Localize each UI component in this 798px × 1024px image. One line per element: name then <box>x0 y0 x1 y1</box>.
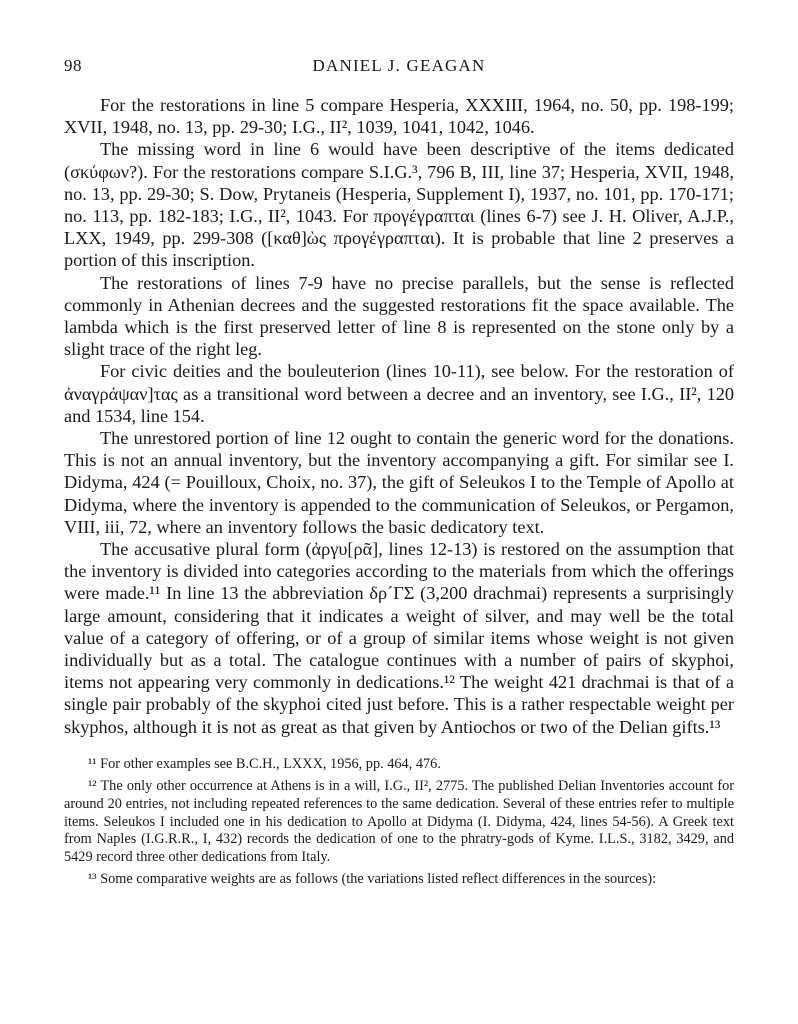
page-number: 98 <box>64 56 82 75</box>
running-head <box>64 56 734 80</box>
paragraph: The unrestored portion of line 12 ought to contain the generic word for the donations. This is not an annual inventory, but the inventory accompanying a gift. For similar see I. Didyma, 424 (= Pouilloux, Choix, no. 37), the gift of Seleukos I to the Temple of Apollo at Didyma, where the inventory is appended to the communication of Seleukos, or Pergamon, VIII, iii, 72, where an inventory follows the basic dedicatory text. <box>64 428 734 537</box>
footnotes <box>64 756 734 889</box>
paragraph: For civic deities and the bouleuterion (lines 10-11), see below. For the restoration of ἀναγράψαν]τας as a transitional word between a decree and an inventory, see I.G., II², 120 and 1534, line 154. <box>64 361 734 426</box>
paragraph: The restorations of lines 7-9 have no precise parallels, but the sense is reflected commonly in Athenian decrees and the suggested restorations fit the space available. The lambda which is the first preserved letter of line 8 is represented on the stone only by a slight trace of the right leg. <box>64 272 734 360</box>
footnote: ¹³ Some comparative weights are as follows (the variations listed reflect differences in the sources): <box>88 871 657 888</box>
running-head-author: DANIEL J. GEAGAN <box>312 56 486 75</box>
paragraph: The missing word in line 6 would have been descriptive of the items dedicated (σκύφων?). For the restorations compare S.I.G.³, 796 B, III, line 37; Hesperia, XVII, 1948, no. 13, pp. 29-30; S. Dow, Prytaneis (Hesperia, Supplement I), 1937, no. 101, pp. 170-171; no. 113, pp. 182-183; I.G., II², 1043. For προγέγραπται (lines 6-7) see J. H. Oliver, A.J.P., LXX, 1949, pp. 299-308 ([καθ]ὼς προγέγραπται). It is probable that line 2 preserves a portion of this inscription. <box>64 139 734 271</box>
body-text <box>64 94 734 738</box>
paragraph: For the restorations in line 5 compare Hesperia, XXXIII, 1964, no. 50, pp. 198-199; XVII, 1948, no. 13, pp. 29-30; I.G., II², 1039, 1041, 1042, 1046. <box>64 95 734 138</box>
footnote: ¹¹ For other examples see B.C.H., LXXX, 1956, pp. 464, 476. <box>88 755 441 772</box>
paragraph: The accusative plural form (ἀργυ[ρᾶ], lines 12-13) is restored on the assumption that the inventory is divided into categories according to the materials from which the offerings were made.¹¹ In line 13 the abbreviation δρ´ΓΣ (3,200 drachmai) represents a surprisingly large amount, considering that it indicates a weight of silver, and may well be the total value of a category of offering, or of a group of similar items whose weight is not given individually but as a total. The catalogue continues with a number of pairs of skyphoi, items not appearing very commonly in dedications.¹² The weight 421 drachmai is that of a single pair probably of the skyphoi cited just before. This is a rather respectable weight per skyphos, although it is not as great as that given by Antiochos or two of the Delian gifts.¹³ <box>64 539 734 737</box>
page <box>64 56 734 894</box>
footnote: ¹² The only other occurrence at Athens is in a will, I.G., II², 2775. The published Delian Inventories account for around 20 entries, not including repeated references to the same dedication. Several of these entries refer to multiple items. Seleukos I included one in his dedication to Apollo at Didyma (I. Didyma, 424, lines 54-56). A Greek text from Naples (I.G.R.R., I, 432) records the dedication of one to the phratry-gods of Kyme. I.L.S., 3182, 3429, and 5429 record three other dedications from Italy. <box>64 778 734 865</box>
